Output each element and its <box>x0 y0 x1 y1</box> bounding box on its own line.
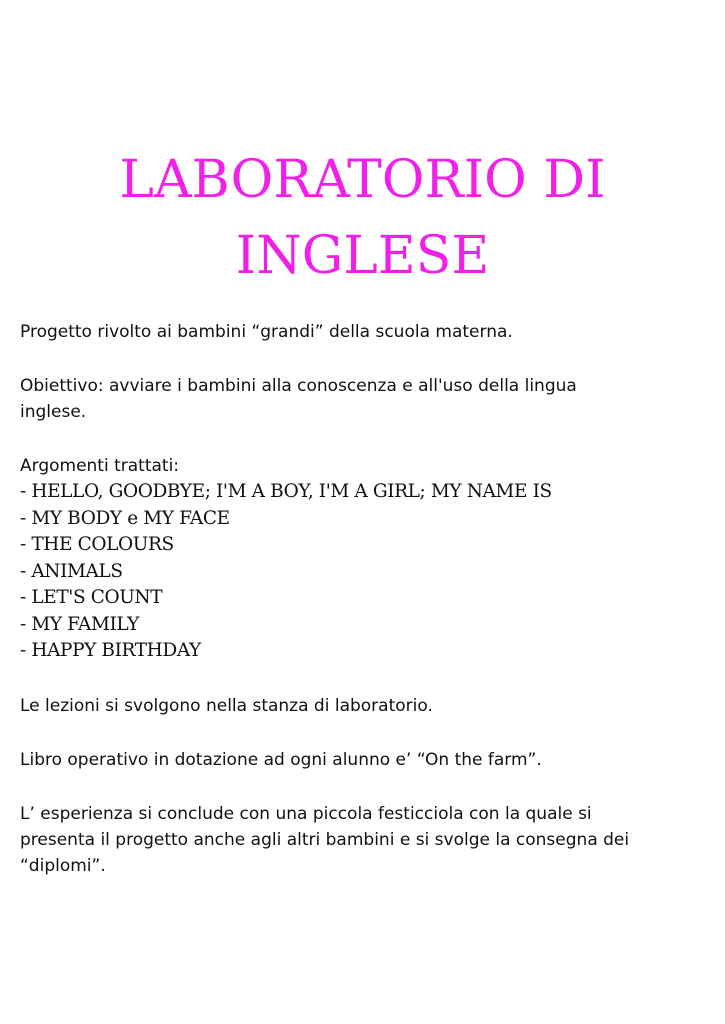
conclusion-line-1: L’ esperienza si conclude con una piccola festicciola con la quale si <box>20 803 592 824</box>
topic-item: - MY FAMILY <box>20 613 139 635</box>
spacer <box>20 345 710 373</box>
title-line-2: INGLESE <box>235 226 490 286</box>
spacer <box>20 425 710 453</box>
objective-paragraph <box>20 373 710 425</box>
objective-line-1: Obiettivo: avviare i bambini alla conoscenza e all'uso della lingua <box>20 376 577 396</box>
document-body <box>20 319 710 879</box>
intro-paragraph: Progetto rivolto ai bambini “grandi” della scuola materna. <box>20 322 513 342</box>
topic-item: - LET'S COUNT <box>20 587 163 608</box>
conclusion-paragraph <box>20 801 710 879</box>
spacer <box>20 665 710 693</box>
topic-item: - MY BODY e MY FACE <box>20 507 230 529</box>
spacer <box>20 719 710 747</box>
lessons-paragraph: Le lezioni si svolgono nella stanza di laboratorio. <box>20 695 433 716</box>
document-title <box>0 142 725 294</box>
book-paragraph: Libro operativo in dotazione ad ogni alunno e’ “On the farm”. <box>20 749 542 770</box>
topic-item: - THE COLOURS <box>20 534 174 555</box>
topic-item: - HELLO, GOODBYE; I'M A BOY, I'M A GIRL; MY NAME IS <box>20 481 552 502</box>
topic-item: - HAPPY BIRTHDAY <box>20 640 201 661</box>
conclusion-line-3: “diplomi”. <box>20 855 106 876</box>
objective-line-2: inglese. <box>20 402 87 422</box>
spacer <box>20 773 710 801</box>
conclusion-line-2: presenta il progetto anche agli altri bambini e si svolge la consegna dei <box>20 829 630 850</box>
title-line-1: LABORATORIO DI <box>119 150 606 210</box>
topics-list <box>20 479 710 665</box>
topics-heading: Argomenti trattati: <box>20 456 180 476</box>
topic-item: - ANIMALS <box>20 560 123 582</box>
